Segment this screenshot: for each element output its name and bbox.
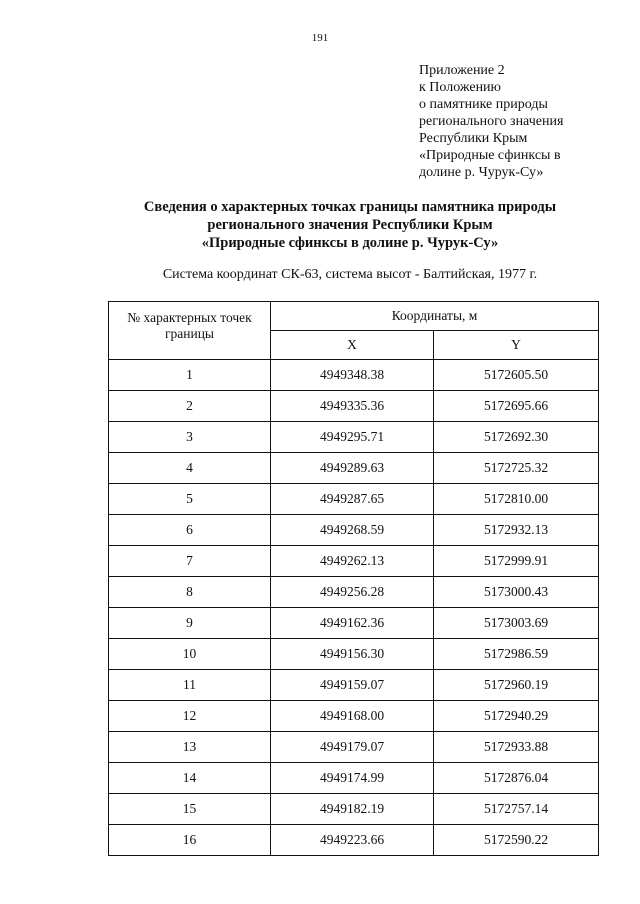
point-number-cell: 13 [109,732,271,763]
coord-y-cell: 5173000.43 [434,577,599,608]
table-row [109,732,599,763]
point-number-cell: 6 [109,515,271,546]
table-row [109,422,599,453]
point-number-cell: 3 [109,422,271,453]
point-number-cell: 9 [109,608,271,639]
appendix-note [419,62,634,181]
coord-y-cell: 5172810.00 [434,484,599,515]
coord-y-cell: 5172695.66 [434,391,599,422]
coord-x-cell: 4949156.30 [271,639,434,670]
coord-x-cell: 4949289.63 [271,453,434,484]
appendix-line: долине р. Чурук-Су» [419,165,544,180]
coord-y-cell: 5172725.32 [434,453,599,484]
table-row [109,453,599,484]
coord-y-cell: 5172876.04 [434,763,599,794]
coord-x-cell: 4949168.00 [271,701,434,732]
coord-x-cell: 4949256.28 [271,577,434,608]
coord-y-cell: 5172605.50 [434,360,599,391]
table-row [109,794,599,825]
coord-x-cell: 4949295.71 [271,422,434,453]
coord-x-cell: 4949348.38 [271,360,434,391]
coord-y-cell: 5172932.13 [434,515,599,546]
point-number-cell: 4 [109,453,271,484]
point-number-cell: 8 [109,577,271,608]
table-row [109,360,599,391]
coordinates-table [108,301,599,856]
header-y: Y [434,331,599,360]
table-row [109,391,599,422]
point-number-cell: 11 [109,670,271,701]
coord-y-cell: 5172986.59 [434,639,599,670]
coord-x-cell: 4949159.07 [271,670,434,701]
appendix-line: «Природные сфинксы в [419,148,561,163]
coord-x-cell: 4949223.66 [271,825,434,856]
coord-y-cell: 5172999.91 [434,546,599,577]
coord-y-cell: 5172590.22 [434,825,599,856]
coord-y-cell: 5172940.29 [434,701,599,732]
coordinates-table-body [109,360,599,856]
coordinate-system-note: Система координат СК-63, система высот - Балтийская, 1977 г. [162,267,538,282]
title-line: регионального значения Республики Крым [207,217,493,233]
table-row [109,763,599,794]
coord-x-cell: 4949268.59 [271,515,434,546]
header-x: X [271,331,434,360]
coord-x-cell: 4949179.07 [271,732,434,763]
title-line: Сведения о характерных точках границы памятника природы [143,199,557,215]
header-point-number: № характерных точек границы [109,302,271,360]
point-number-cell: 7 [109,546,271,577]
table-row [109,670,599,701]
point-number-cell: 5 [109,484,271,515]
table-row [109,515,599,546]
appendix-line: к Положению [419,80,502,95]
table-row [109,608,599,639]
coord-y-cell: 5172757.14 [434,794,599,825]
point-number-cell: 15 [109,794,271,825]
table-row [109,484,599,515]
coord-y-cell: 5173003.69 [434,608,599,639]
document-title [40,198,640,252]
table-row [109,825,599,856]
coord-y-cell: 5172933.88 [434,732,599,763]
point-number-cell: 16 [109,825,271,856]
point-number-cell: 12 [109,701,271,732]
table-row [109,639,599,670]
coord-x-cell: 4949182.19 [271,794,434,825]
table-row [109,546,599,577]
page-number: 191 [311,32,329,44]
coord-x-cell: 4949335.36 [271,391,434,422]
point-number-cell: 10 [109,639,271,670]
coord-x-cell: 4949262.13 [271,546,434,577]
coord-x-cell: 4949287.65 [271,484,434,515]
point-number-cell: 1 [109,360,271,391]
title-line: «Природные сфинксы в долине р. Чурук-Су» [201,235,499,251]
appendix-line: о памятнике природы [419,97,548,112]
appendix-line: регионального значения [419,114,564,129]
coord-y-cell: 5172960.19 [434,670,599,701]
point-number-cell: 2 [109,391,271,422]
table-row [109,577,599,608]
coord-y-cell: 5172692.30 [434,422,599,453]
appendix-line: Приложение 2 [419,63,505,78]
appendix-line: Республики Крым [419,131,528,146]
coord-x-cell: 4949162.36 [271,608,434,639]
point-number-cell: 14 [109,763,271,794]
table-row [109,701,599,732]
coord-x-cell: 4949174.99 [271,763,434,794]
header-coordinates: Координаты, м [271,302,599,331]
